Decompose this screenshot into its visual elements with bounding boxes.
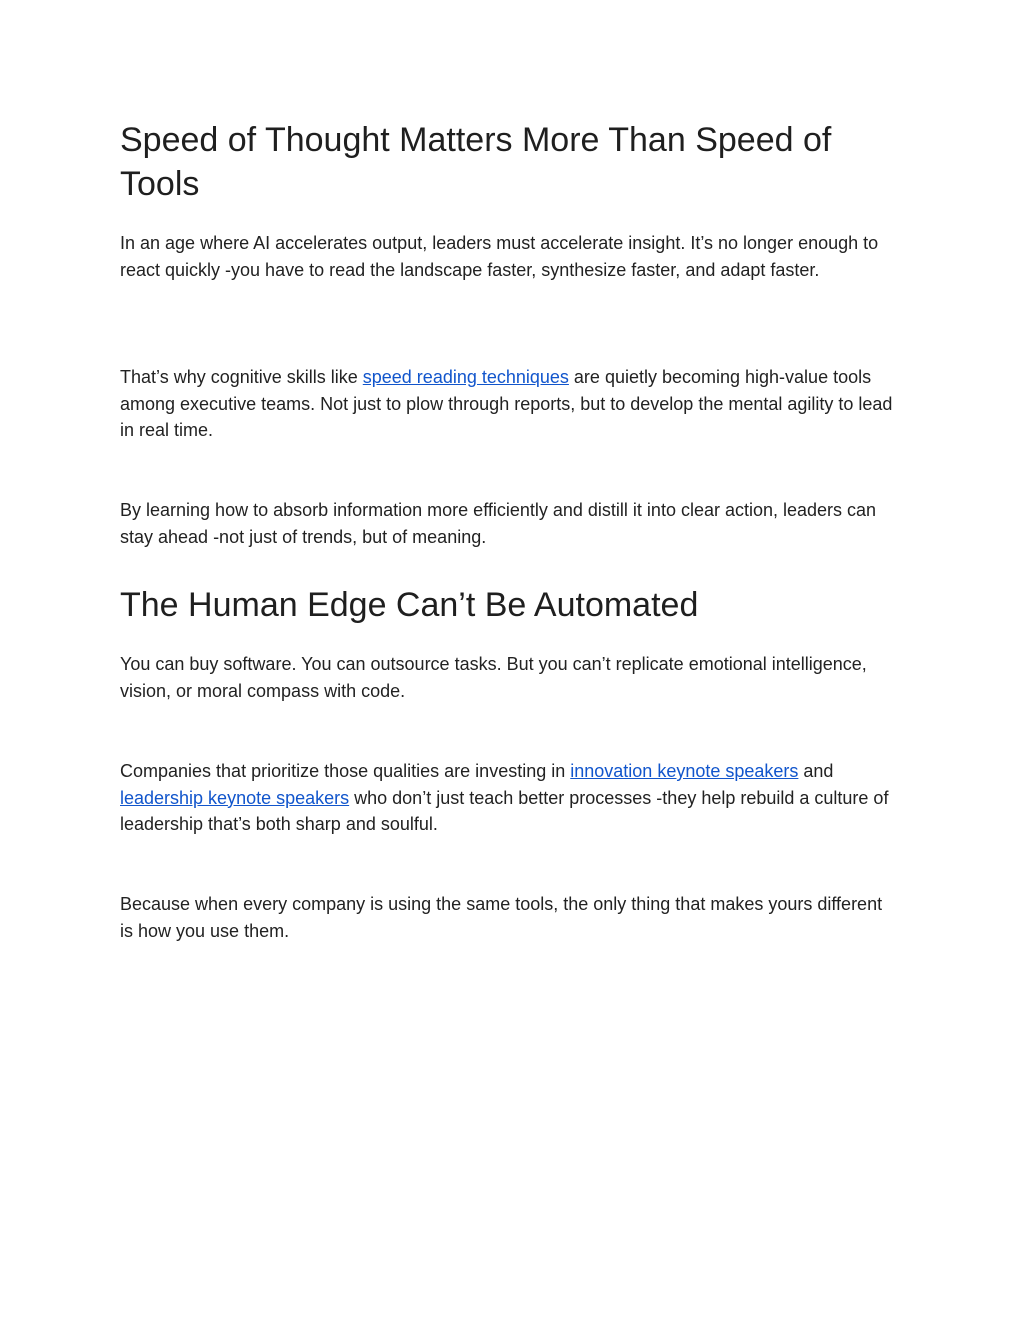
paragraph-text: who don’t just teach better processes -they help rebuild a culture of leadership that’s both sharp and soulful.: [120, 787, 889, 835]
paragraph-companies-investing: [120, 758, 900, 838]
innovation-keynote-speakers-link[interactable]: innovation keynote speakers: [570, 761, 799, 781]
paragraph-buy-software: You can buy software. You can outsource tasks. But you can’t replicate emotional intelligence, vision, or moral compass with code.: [120, 654, 867, 701]
paragraph-ai-accelerates: In an age where AI accelerates output, leaders must accelerate insight. It’s no longer enough to react quickly -you have to read the landscape faster, synthesize faster, and adapt faster.: [120, 233, 879, 280]
paragraph-text: That’s why cognitive skills like: [120, 367, 363, 387]
paragraph-text: Companies that prioritize those qualities are investing in: [120, 761, 571, 781]
leadership-keynote-speakers-link[interactable]: leadership keynote speakers: [120, 787, 350, 808]
paragraph-text: and: [798, 761, 834, 781]
speed-reading-techniques-link[interactable]: speed reading techniques: [362, 367, 569, 387]
paragraph-same-tools: Because when every company is using the same tools, the only thing that makes yours different is how you use them.: [120, 894, 883, 941]
section-heading-speed-of-thought: Speed of Thought Matters More Than Speed of Tools: [120, 121, 832, 203]
paragraph-absorb-information: By learning how to absorb information more efficiently and distill it into clear action, leaders can stay ahead -not just of trends, but of meaning.: [120, 500, 877, 547]
paragraph-cognitive-skills: [120, 364, 900, 444]
section-heading-human-edge: The Human Edge Can’t Be Automated: [120, 586, 699, 624]
paragraph-text: are quietly becoming high-value tools among executive teams. Not just to plow through reports, but to develop the mental agility to lead in real time.: [120, 367, 893, 441]
